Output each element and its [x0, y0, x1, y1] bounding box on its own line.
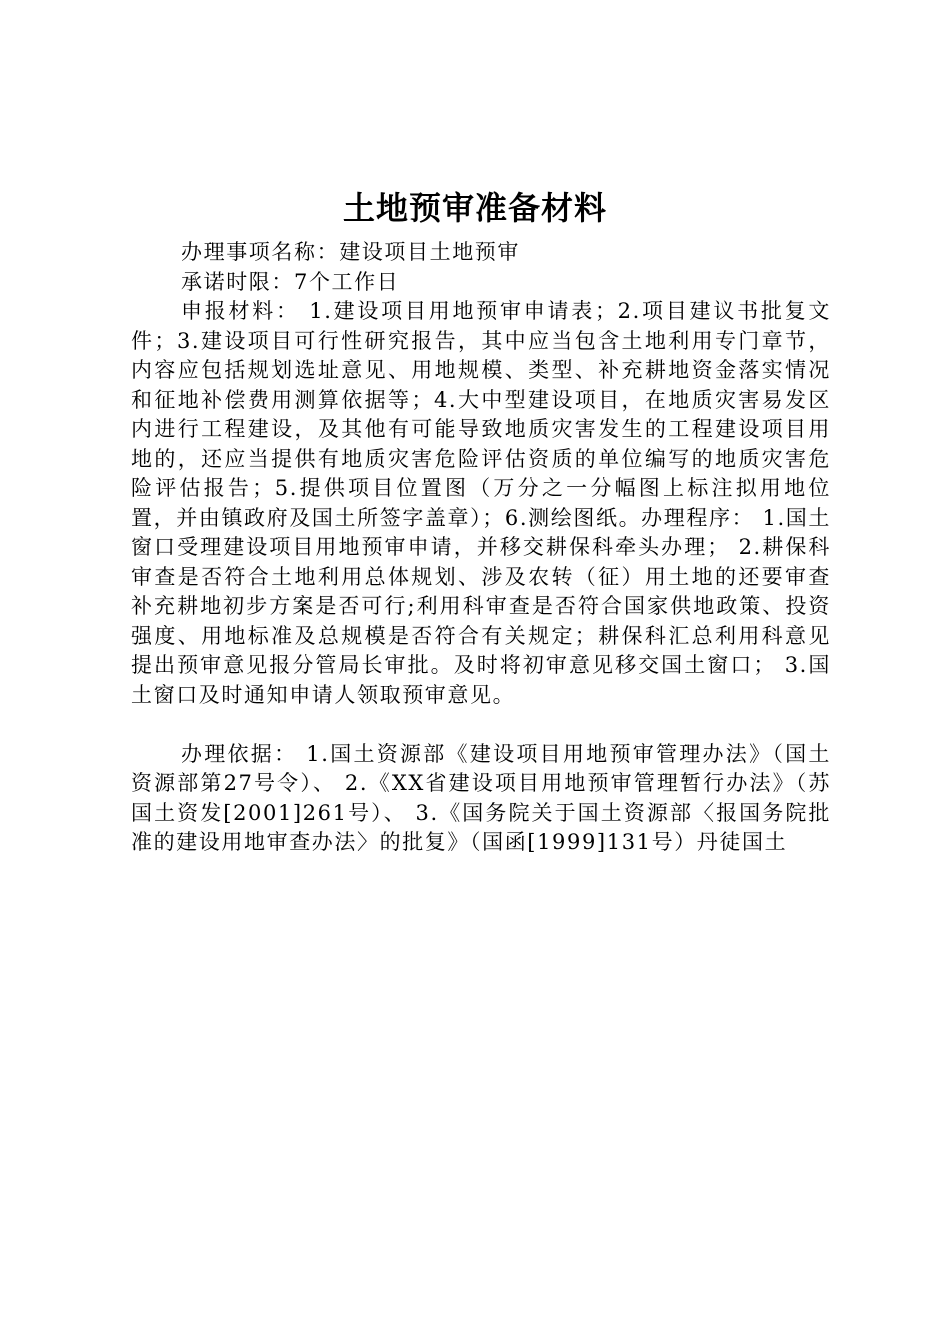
item-name-paragraph: 办理事项名称：建设项目土地预审	[181, 240, 520, 264]
basis-paragraph: 办理依据： 1.国土资源部《建设项目用地预审管理办法》（国土资源部第27号令）、 2.《XX省建设项目用地预审管理暂行办法》（苏国土资发[2001]261号）、 3.《国务院关于国土资源部〈报国务院批准的建设用地审查办法〉的批复》（国函[1999]131号）丹徒国土	[131, 741, 831, 854]
document-title: 土地预审准备材料	[342, 189, 607, 227]
time-limit-paragraph: 承诺时限：7个工作日	[181, 269, 400, 294]
paragraph-spacer	[131, 710, 831, 740]
materials-paragraph: 申报材料： 1.建设项目用地预审申请表；2.项目建议书批复文件；3.建设项目可行性研究报告，其中应当包含土地利用专门章节，内容应包括规划选址意见、用地规模、类型、补充耕地资金落实情况和征地补偿费用测算依据等；4.大中型建设项目，在地质灾害易发区内进行工程建设，及其他有可能导致地质灾害发生的工程建设项目用地的，还应当提供有地质灾害危险评估资质的单位编写的地质灾害危险评估报告；5.提供项目位置图（万分之一分幅图上标注拟用地位置，并由镇政府及国土所签字盖章）；6.测绘图纸。办理程序： 1.国土窗口受理建设项目用地预审申请，并移交耕保科牵头办理； 2.耕保科审查是否符合土地利用总体规划、涉及农转（征）用土地的还要审查补充耕地初步方案是否可行;利用科审查是否符合国家供地政策、投资强度、用地标准及总规模是否符合有关规定；耕保科汇总利用科意见提出预审意见报分管局长审批。及时将初审意见移交国土窗口； 3.国土窗口及时通知申请人领取预审意见。	[131, 299, 831, 707]
document-body	[131, 238, 831, 858]
